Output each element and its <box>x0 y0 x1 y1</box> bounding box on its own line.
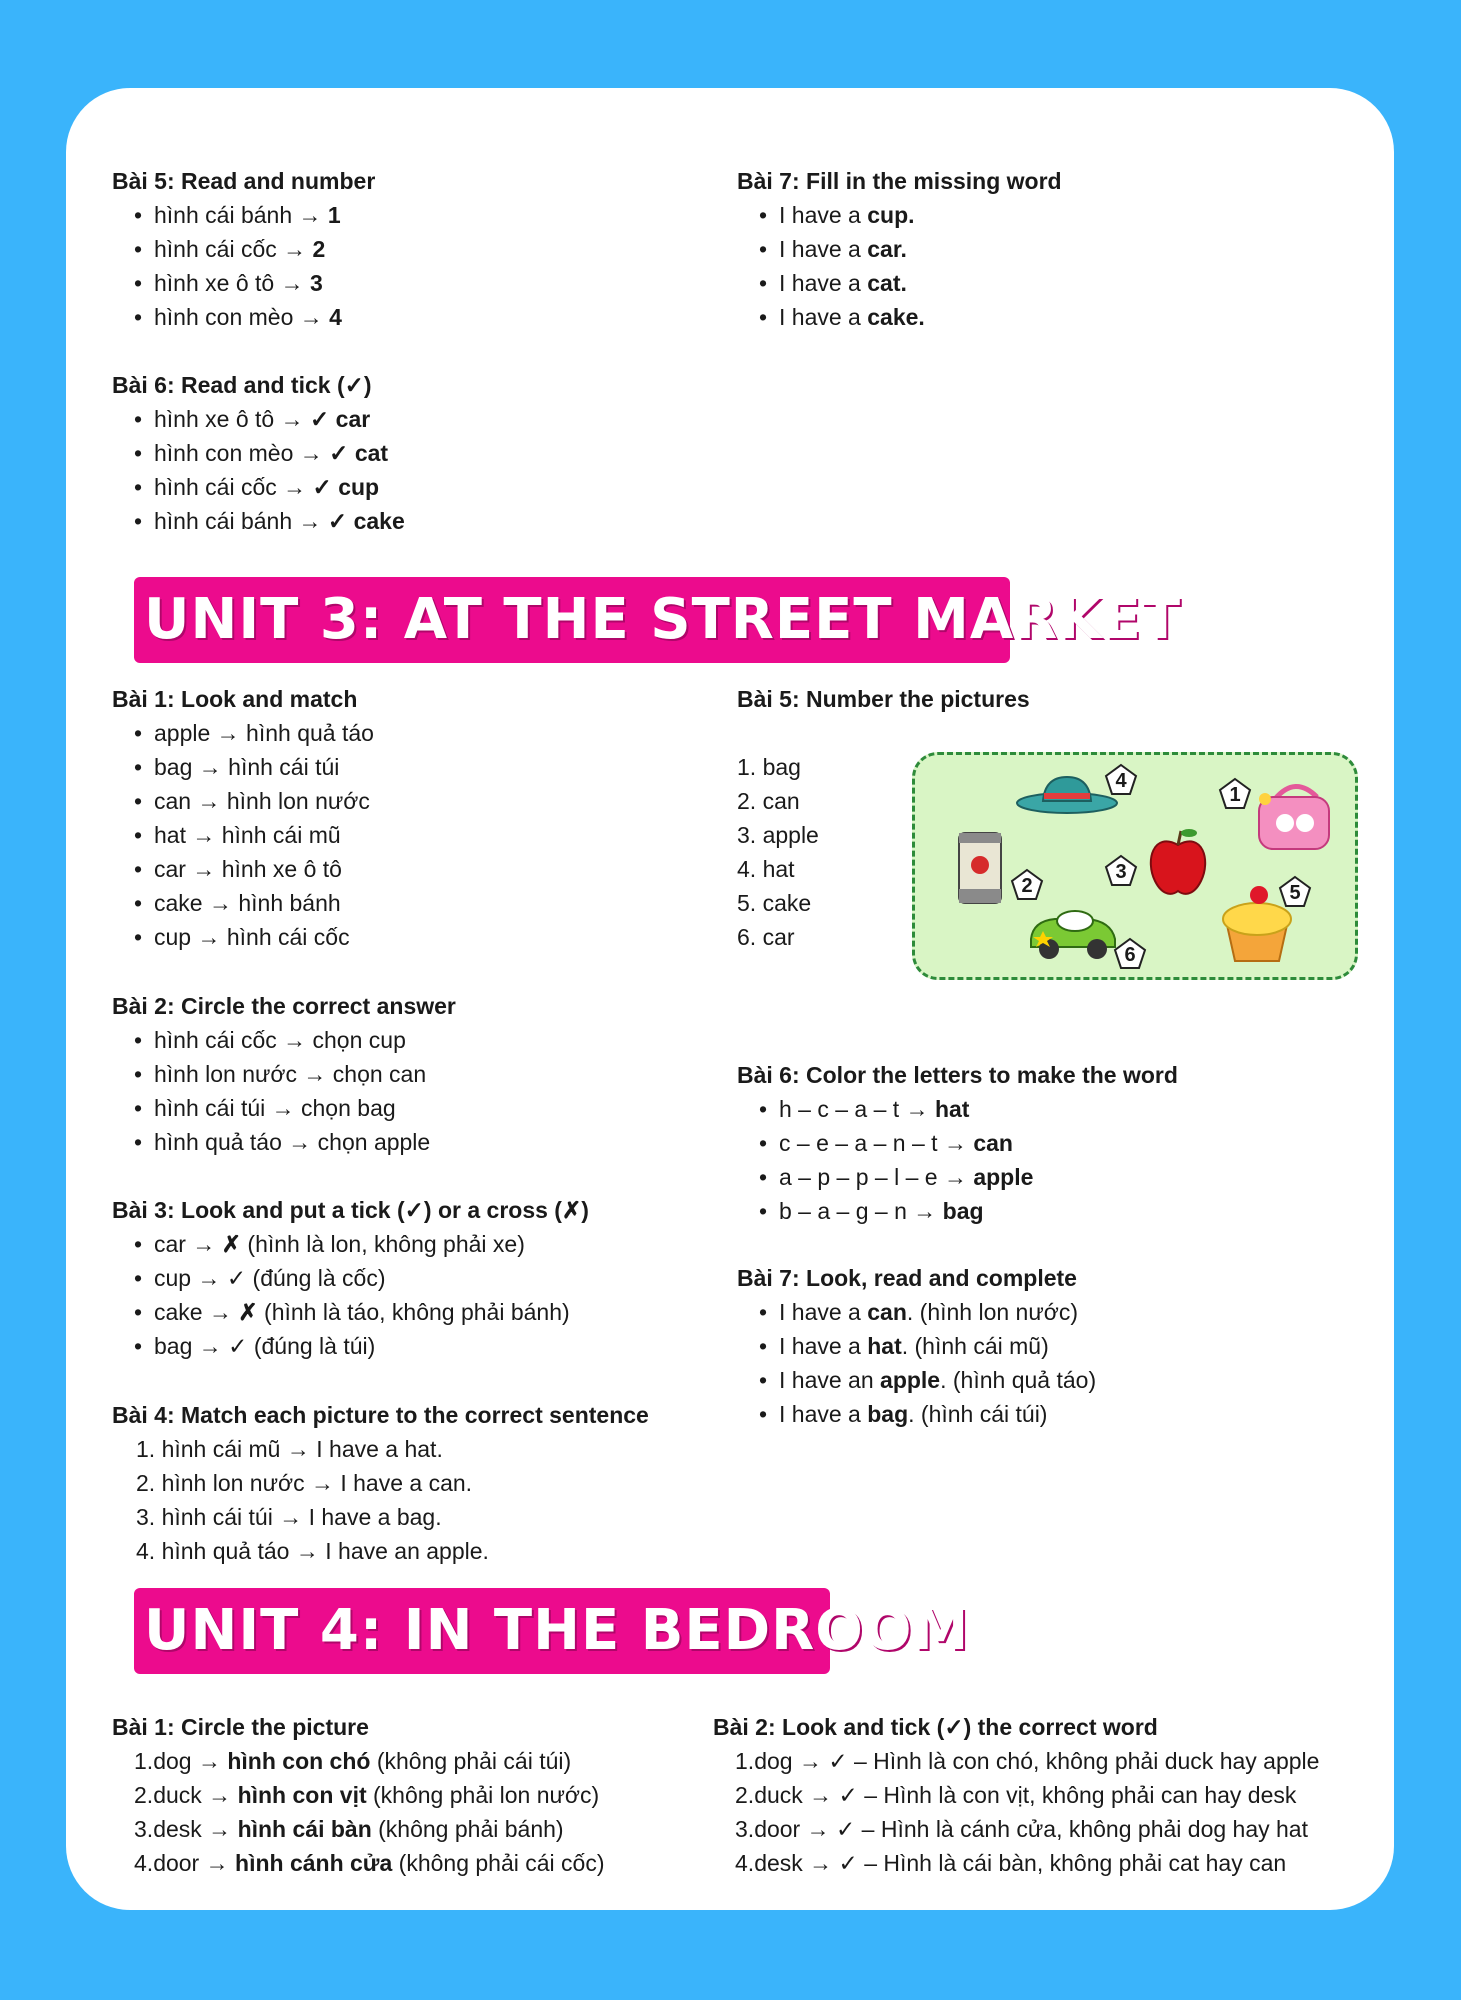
list-item: 3. hình cái túi → I have a bag. <box>136 1504 442 1530</box>
picture-number: 4 <box>1104 763 1138 797</box>
list-item: • h – c – a – t → hat <box>737 1092 1178 1126</box>
list-item: • I have a cup. <box>737 198 1062 232</box>
list-item: • hình con mèo → 4 <box>112 300 375 334</box>
list-item: • hình cái cốc → chọn cup <box>112 1023 456 1057</box>
picture-number: 2 <box>1010 868 1044 902</box>
list-item: • I have an apple. (hình quả táo) <box>737 1363 1096 1397</box>
unit4-banner: UNIT 4: IN THE BEDROOM <box>134 1588 830 1674</box>
list-item: • hình cái cốc → 2 <box>112 232 375 266</box>
list-item: • hình cái bánh → ✓ cake <box>112 504 405 538</box>
list-item: • hình con mèo → ✓ cat <box>112 436 405 470</box>
list-item: 6. car <box>737 924 795 950</box>
list-item: 3.desk → hình cái bàn (không phải bánh) <box>134 1816 564 1842</box>
list-item: 2. hình lon nước → I have a can. <box>136 1470 473 1496</box>
list-item: 4. hat <box>737 856 795 882</box>
list-item: 1. bag <box>737 754 801 780</box>
u3-bai7 <box>737 1261 1096 1431</box>
list-item: • c – e – a – n – t → can <box>737 1126 1178 1160</box>
list-item: • apple → hình quả táo <box>112 716 374 750</box>
list-item: • cup → hình cái cốc <box>112 920 374 954</box>
u3-bai5-title: Bài 5: Number the pictures <box>737 686 1030 712</box>
car-icon <box>1025 903 1121 963</box>
list-item: 2.duck → ✓ – Hình là con vịt, không phải can hay desk <box>735 1782 1297 1808</box>
u3-bai6-title: Bài 6: Color the letters to make the word <box>737 1062 1178 1088</box>
list-item: • cake → ✗ (hình là táo, không phải bánh) <box>112 1295 589 1329</box>
u3-bai6 <box>737 1058 1178 1228</box>
can-icon <box>955 827 1005 907</box>
u3-bai3 <box>112 1193 589 1363</box>
list-item: • cup → ✓ (đúng là cốc) <box>112 1261 589 1295</box>
u4-bai2 <box>713 1710 1319 1880</box>
u2-bai5 <box>112 164 375 334</box>
u3-bai4 <box>112 1398 649 1568</box>
u2-bai6 <box>112 368 405 538</box>
list-item: 1.dog → ✓ – Hình là con chó, không phải duck hay apple <box>735 1748 1320 1774</box>
list-item: • car → ✗ (hình là lon, không phải xe) <box>112 1227 589 1261</box>
list-item: 4.desk → ✓ – Hình là cái bàn, không phải cat hay can <box>735 1850 1287 1876</box>
u4-bai1 <box>112 1710 605 1880</box>
list-item: • hat → hình cái mũ <box>112 818 374 852</box>
unit3-banner: UNIT 3: AT THE STREET MARKET <box>134 577 1010 663</box>
list-item: 5. cake <box>737 890 812 916</box>
list-item: • I have a cake. <box>737 300 1062 334</box>
list-item: • a – p – p – l – e → apple <box>737 1160 1178 1194</box>
u3-bai7-title: Bài 7: Look, read and complete <box>737 1265 1077 1291</box>
picture-number: 5 <box>1278 875 1312 909</box>
list-item: 2. can <box>737 788 800 814</box>
list-item: • I have a cat. <box>737 266 1062 300</box>
u3-bai2 <box>112 989 456 1159</box>
picture-box <box>912 752 1358 980</box>
list-item: • I have a hat. (hình cái mũ) <box>737 1329 1096 1363</box>
u2-bai5-title: Bài 5: Read and number <box>112 168 376 194</box>
list-item: • I have a car. <box>737 232 1062 266</box>
list-item: • cake → hình bánh <box>112 886 374 920</box>
list-item: • hình quả táo → chọn apple <box>112 1125 456 1159</box>
picture-number: 3 <box>1104 854 1138 888</box>
list-item: 3. apple <box>737 822 819 848</box>
list-item: • hình lon nước → chọn can <box>112 1057 456 1091</box>
list-item: • hình xe ô tô → ✓ car <box>112 402 405 436</box>
u3-bai2-title: Bài 2: Circle the correct answer <box>112 993 456 1019</box>
picture-number: 1 <box>1218 777 1252 811</box>
list-item: • hình cái túi → chọn bag <box>112 1091 456 1125</box>
list-item: • bag → ✓ (đúng là túi) <box>112 1329 589 1363</box>
list-item: • b – a – g – n → bag <box>737 1194 1178 1228</box>
bag-icon <box>1245 775 1341 853</box>
u3-bai4-title: Bài 4: Match each picture to the correct sentence <box>112 1402 649 1428</box>
picture-number: 6 <box>1113 937 1147 971</box>
list-item: • hình xe ô tô → 3 <box>112 266 375 300</box>
u3-bai1-title: Bài 1: Look and match <box>112 686 358 712</box>
list-item: 1. hình cái mũ → I have a hat. <box>136 1436 443 1462</box>
list-item: • can → hình lon nước <box>112 784 374 818</box>
list-item: 3.door → ✓ – Hình là cánh cửa, không phải dog hay hat <box>735 1816 1308 1842</box>
list-item: 4. hình quả táo → I have an apple. <box>136 1538 489 1564</box>
list-item: • bag → hình cái túi <box>112 750 374 784</box>
u3-bai1 <box>112 682 374 954</box>
list-item: 1.dog → hình con chó (không phải cái túi) <box>134 1748 572 1774</box>
u4-bai1-title: Bài 1: Circle the picture <box>112 1714 369 1740</box>
u4-bai2-title: Bài 2: Look and tick (✓) the correct word <box>713 1714 1158 1740</box>
list-item: • I have a bag. (hình cái túi) <box>737 1397 1096 1431</box>
list-item: • I have a can. (hình lon nước) <box>737 1295 1096 1329</box>
list-item: • hình cái cốc → ✓ cup <box>112 470 405 504</box>
apple-icon <box>1143 821 1213 901</box>
u2-bai7-title: Bài 7: Fill in the missing word <box>737 168 1062 194</box>
u3-bai3-title: Bài 3: Look and put a tick (✓) or a cross (✗) <box>112 1197 589 1223</box>
list-item: 4.door → hình cánh cửa (không phải cái cốc) <box>134 1850 605 1876</box>
list-item: 2.duck → hình con vịt (không phải lon nước) <box>134 1782 600 1808</box>
u2-bai6-title: Bài 6: Read and tick (✓) <box>112 372 372 398</box>
list-item: • hình cái bánh → 1 <box>112 198 375 232</box>
list-item: • car → hình xe ô tô <box>112 852 374 886</box>
u2-bai7 <box>737 164 1062 334</box>
